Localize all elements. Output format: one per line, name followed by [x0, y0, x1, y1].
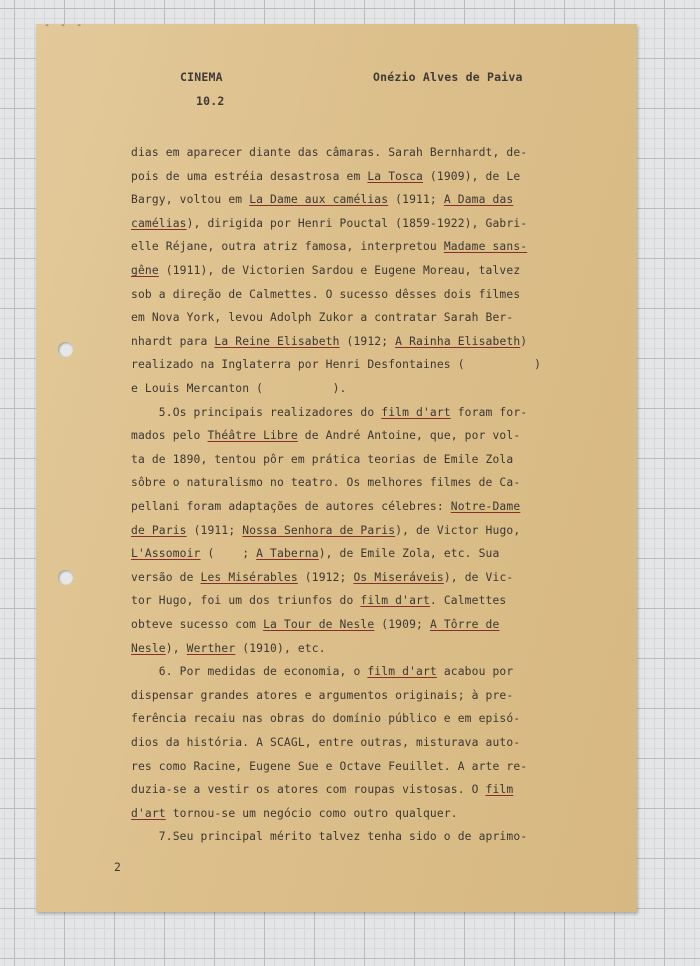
underlined-title: La Tosca — [367, 169, 423, 183]
text-run: nhardt para — [131, 334, 215, 348]
text-line — [131, 618, 499, 631]
text-run: ferência recaiu nas obras do domínio público e em episó- — [131, 712, 521, 726]
text-line — [131, 453, 513, 466]
section-title: CINEMA — [180, 70, 223, 84]
text-run: e Louis Mercanton ( ). — [131, 382, 347, 395]
text-run: elle Réjane, outra atriz famosa, interpretou — [131, 240, 444, 254]
text-run: sôbre o naturalismo no teatro. Os melhores filmes de Ca- — [131, 476, 521, 490]
text-line — [131, 594, 506, 607]
underlined-title: A Rainha Elisabeth — [395, 334, 521, 348]
text-run: (1911), de Victorien Sardou e Eugene Moreau, talvez — [158, 264, 521, 277]
underlined-title: camélias — [131, 216, 187, 230]
text-run: dios da história. A SCAGL, entre outras, misturava auto- — [131, 736, 521, 749]
text-line — [131, 476, 520, 489]
text-line — [131, 760, 527, 773]
text-line — [131, 288, 520, 301]
text-run: ), dirigida por Henri Pouctal (1859-1922), Gabri- — [186, 216, 528, 230]
text-run: sob a direção de Calmettes. O sucesso dêsses dois filmes — [131, 287, 521, 301]
text-line — [131, 712, 520, 725]
text-run: de André Antoine, que, por vol- — [297, 429, 521, 443]
text-run: 6. Por medidas de economia, o — [131, 665, 368, 679]
underlined-title: gêne — [131, 264, 159, 277]
text-line — [131, 571, 513, 584]
underlined-title: La Dame aux camélias — [249, 193, 389, 207]
text-run: res como Racine, Eugene Sue e Octave Feuillet. A arte re- — [131, 759, 528, 773]
text-run: obteve sucesso com — [131, 618, 264, 631]
underlined-title: film d'art — [360, 594, 430, 608]
text-run: ), de Vic- — [443, 570, 514, 584]
text-line — [131, 547, 499, 560]
text-run: pois de uma estréia desastrosa em — [131, 169, 368, 183]
text-line — [131, 264, 520, 277]
page-number: 2 — [114, 860, 121, 874]
text-run: ) — [520, 334, 528, 348]
text-line — [131, 240, 527, 253]
text-run: pellani foram adaptações de autores célebres: — [131, 500, 451, 513]
text-run: em Nova York, levou Adolph Zukor a contratar Sarah Ber- — [131, 311, 514, 325]
text-run: . Calmettes — [429, 594, 507, 608]
text-line — [131, 311, 513, 324]
underlined-title: La Reine Elisabeth — [214, 334, 340, 348]
text-run: ), de Victor Hugo, — [395, 523, 521, 537]
text-run: 5.Os principais realizadores do — [131, 405, 382, 419]
text-line — [131, 524, 520, 537]
text-line — [131, 500, 520, 513]
punch-hole-top — [58, 342, 73, 357]
corner-marks: - - - — [44, 20, 85, 31]
text-run: tor Hugo, foi um dos triunfos do — [131, 594, 361, 608]
text-run: ), — [165, 641, 187, 655]
underlined-title: L'Assomoir — [131, 547, 201, 561]
underlined-title: A Tôrre de — [429, 618, 500, 631]
underlined-title: film — [485, 783, 514, 797]
text-run: Bargy, voltou em — [131, 193, 250, 207]
text-line — [131, 406, 527, 419]
underlined-title: Théâtre Libre — [207, 429, 298, 443]
text-line — [131, 429, 520, 442]
text-line — [131, 217, 527, 230]
text-line — [131, 830, 527, 843]
text-run: ( ; — [200, 547, 257, 561]
underlined-title: film d'art — [367, 665, 437, 679]
underlined-title: La Tour de Nesle — [263, 618, 375, 631]
underlined-title: Notre-Dame — [450, 500, 521, 513]
text-line — [131, 193, 513, 206]
punch-hole-bottom — [58, 570, 73, 585]
text-line — [131, 382, 347, 395]
text-line — [131, 335, 527, 348]
underlined-title: film d'art — [381, 405, 451, 419]
text-run: (1909; — [374, 618, 430, 631]
text-run: 7.Seu principal mérito talvez tenha sido o de aprimo- — [131, 830, 528, 844]
text-run: (1910), etc. — [235, 641, 326, 655]
underlined-title: Madame sans- — [443, 240, 528, 254]
text-line — [131, 358, 541, 371]
text-run: dias em aparecer diante das câmaras. Sarah Bernhardt, de- — [131, 146, 528, 159]
text-run: ta de 1890, tentou pôr em prática teorias de Emile Zola — [131, 452, 514, 466]
underlined-title: A Dama das — [443, 193, 514, 207]
text-run: realizado na Inglaterra por Henri Desfontaines ( ) — [131, 358, 542, 372]
text-run: (1912; — [339, 334, 396, 348]
underlined-title: d'art — [131, 806, 166, 820]
underlined-title: Nossa Senhora de Paris — [242, 523, 396, 537]
text-line — [131, 642, 326, 655]
text-run: foram for- — [450, 405, 528, 419]
underlined-title: Werther — [186, 641, 236, 655]
author-name: Onézio Alves de Paiva — [373, 70, 523, 84]
text-line — [131, 170, 520, 183]
text-line — [131, 807, 458, 820]
text-run: duzia-se a vestir os atores com roupas vistosas. O — [131, 783, 486, 797]
text-run: (1912; — [297, 570, 354, 584]
text-run: versão de — [131, 570, 201, 584]
text-run: acabou por — [436, 665, 514, 679]
text-line — [131, 783, 513, 796]
text-line — [131, 665, 513, 678]
text-run: dispensar grandes atores e argumentos originais; à pre- — [131, 688, 514, 702]
underlined-title: Les Misérables — [200, 570, 298, 584]
underlined-title: Nesle — [131, 641, 166, 655]
text-run: ), de Emile Zola, etc. Sua — [318, 547, 500, 561]
section-number: 10.2 — [196, 94, 225, 108]
underlined-title: A Taberna — [256, 547, 319, 561]
text-run: mados pelo — [131, 429, 208, 443]
text-run: (1911; — [186, 523, 243, 537]
text-line — [131, 736, 520, 749]
text-line — [131, 689, 513, 702]
text-run: (1909), de Le — [422, 169, 521, 183]
text-line — [131, 146, 527, 159]
underlined-title: de Paris — [131, 523, 187, 537]
text-run: tornou-se um negócio como outro qualquer. — [165, 806, 458, 820]
underlined-title: Os Miseráveis — [353, 570, 444, 584]
text-run: (1911; — [388, 193, 444, 207]
